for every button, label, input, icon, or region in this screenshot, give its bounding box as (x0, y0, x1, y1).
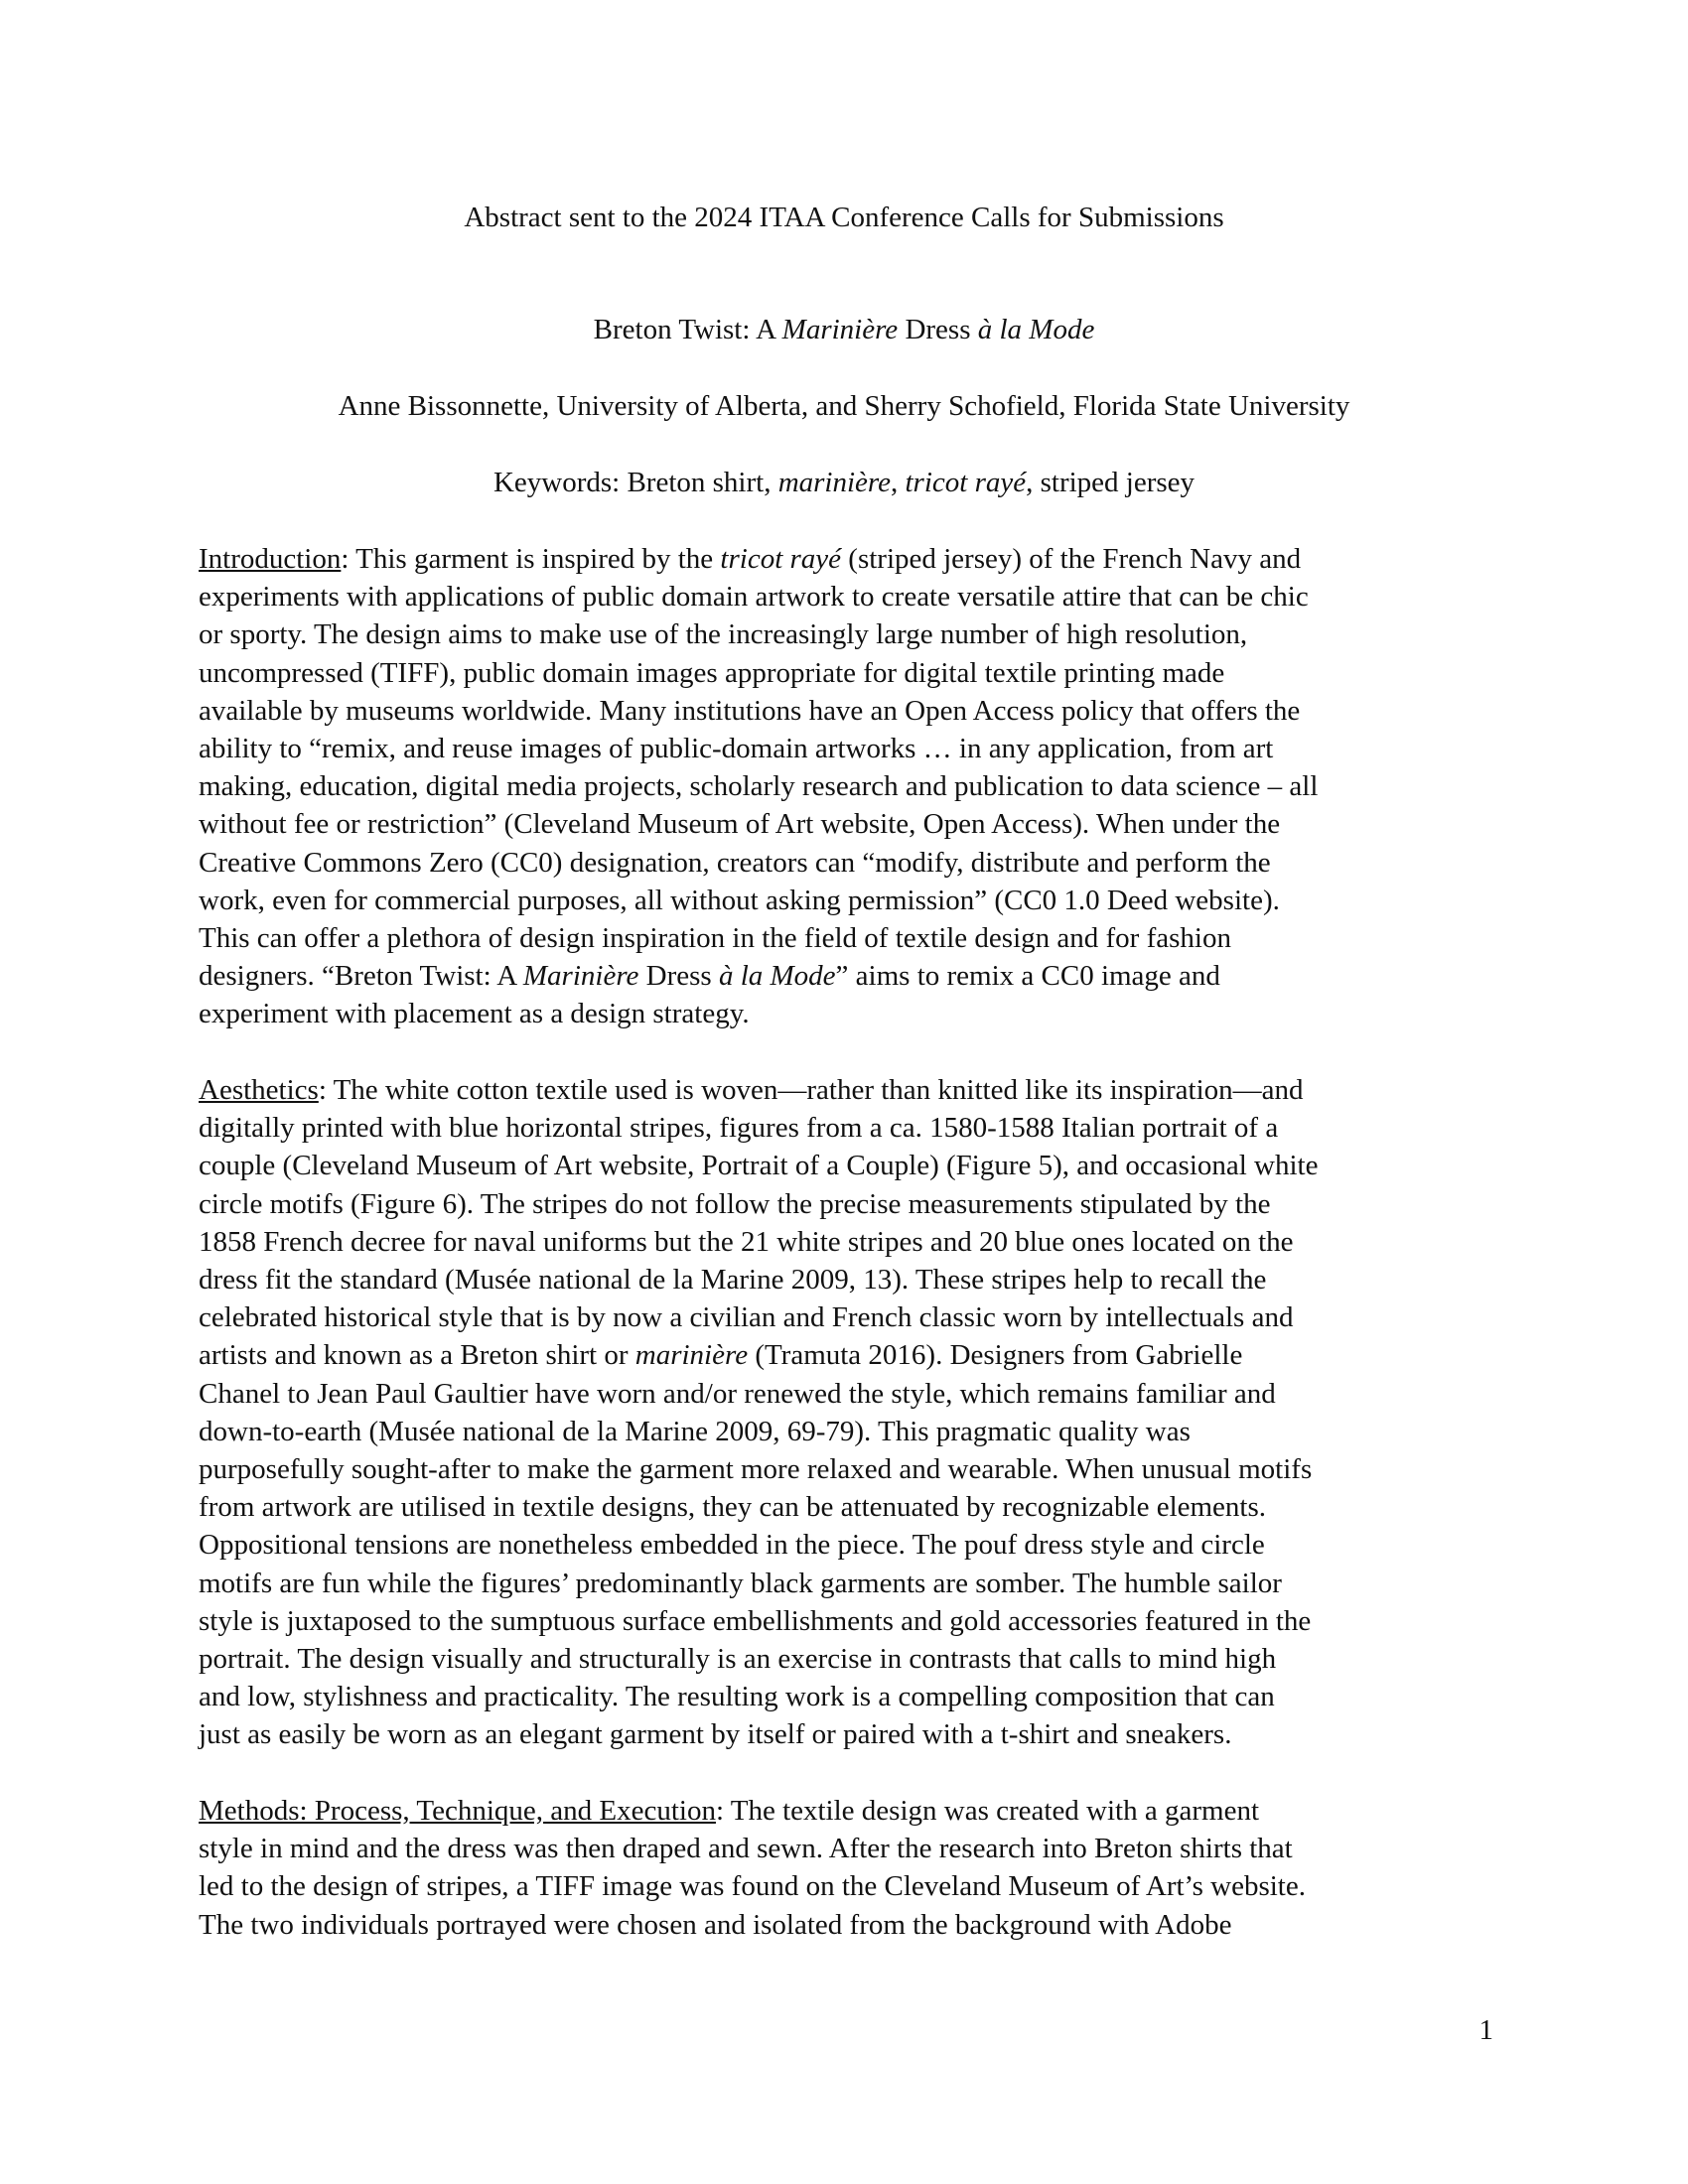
paragraph-line (199, 1336, 1489, 1374)
keywords-part: , striped jersey (1026, 467, 1196, 498)
paragraph-line: celebrated historical style that is by now a civilian and French classic worn by intellectuals and (199, 1301, 1294, 1334)
line-text: : This garment is inspired by the (341, 543, 721, 575)
line-text: ” aims to remix a CC0 image and (835, 960, 1220, 993)
abstract-note: Abstract sent to the 2024 ITAA Conference Calls for Submissions (464, 202, 1224, 233)
line-text-italic: marinière (634, 1339, 749, 1372)
line-text: (Tramuta 2016). Designers from Gabrielle (748, 1339, 1243, 1372)
paragraph-line: Oppositional tensions are nonetheless embedded in the piece. The pouf dress style and circle (199, 1529, 1265, 1562)
paragraph-line: digitally printed with blue horizontal stripes, figures from a ca. 1580-1588 Italian portrait of a (199, 1112, 1279, 1145)
keywords-part-italic: marinière (777, 467, 891, 498)
line-text-italic: à la Mode (718, 960, 836, 993)
paragraph-line: from artwork are utilised in textile designs, they can be attenuated by recognizable elements. (199, 1491, 1267, 1524)
paragraph-line: ability to “remix, and reuse images of public-domain artworks … in any application, from art (199, 733, 1274, 765)
section-heading: Introduction (199, 543, 342, 575)
paragraph-line: down-to-earth (Musée national de la Marine 2009, 69-79). This pragmatic quality was (199, 1415, 1191, 1447)
paragraph-line: This can offer a plethora of design inspiration in the field of textile design and for fashion (199, 922, 1231, 955)
paragraph-line: making, education, digital media projects, scholarly research and publication to data science – all (199, 770, 1319, 803)
paragraph-line: available by museums worldwide. Many institutions have an Open Access policy that offers the (199, 694, 1301, 727)
line-text-italic: Marinière (522, 960, 639, 993)
line-text: : The white cotton textile used is woven—rather than knitted like its inspiration—and (318, 1074, 1304, 1106)
paragraph-line: circle motifs (Figure 6). The stripes do not follow the precise measurements stipulated by the (199, 1187, 1271, 1220)
paper-title (149, 311, 1539, 348)
paragraph-line: just as easily be worn as an elegant garment by itself or paired with a t-shirt and sneakers. (199, 1718, 1232, 1751)
paragraph-line: experiment with placement as a design strategy. (199, 998, 750, 1030)
paragraph-line (199, 1792, 1489, 1830)
line-text: designers. “Breton Twist: A (199, 960, 523, 993)
paragraph-line: or sporty. The design aims to make use of the increasingly large number of high resolution, (199, 618, 1248, 651)
paragraph-line (199, 957, 1489, 995)
keywords-part: Keywords: Breton shirt, (492, 467, 778, 498)
paragraph-line: without fee or restriction” (Cleveland Museum of Art website, Open Access). When under the (199, 808, 1281, 841)
paragraph-line: portrait. The design visually and structurally is an exercise in contrasts that calls to mind high (199, 1643, 1277, 1676)
paragraph-line: work, even for commercial purposes, all without asking permission” (CC0 1.0 Deed website). (199, 884, 1280, 916)
title-part: Dress (898, 314, 978, 345)
line-text-italic: tricot rayé (720, 543, 842, 575)
title-part-italic: à la Mode (977, 314, 1095, 345)
paragraph-line: 1858 French decree for naval uniforms but the 21 white stripes and 20 blue ones located on the (199, 1225, 1294, 1258)
title-part-italic: Marinière (781, 314, 899, 345)
paragraph-line: dress fit the standard (Musée national de la Marine 2009, 13). These stripes help to recall the (199, 1264, 1267, 1297)
paragraph-line (199, 540, 1489, 578)
paragraph-line: Chanel to Jean Paul Gaultier have worn and/or renewed the style, which remains familiar and (199, 1377, 1276, 1410)
paragraph-line: experiments with applications of public domain artwork to create versatile attire that can be chic (199, 581, 1309, 614)
paragraph-line: Creative Commons Zero (CC0) designation, creators can “modify, distribute and perform the (199, 846, 1271, 879)
page-number: 1 (1478, 2014, 1493, 2046)
paragraph-line: led to the design of stripes, a TIFF image was found on the Cleveland Museum of Art’s website. (199, 1870, 1306, 1903)
keywords-part: , (891, 467, 906, 498)
paragraph-line: couple (Cleveland Museum of Art website, Portrait of a Couple) (Figure 5), and occasional white (199, 1150, 1319, 1182)
section-heading: Aesthetics (199, 1074, 319, 1106)
introduction-section (199, 540, 1489, 1033)
keywords (149, 464, 1539, 501)
paragraph-line: purposefully sought-after to make the garment more relaxed and wearable. When unusual motifs (199, 1453, 1313, 1486)
keywords-part-italic: tricot rayé (905, 467, 1027, 498)
title-part: Breton Twist: A (593, 314, 782, 345)
paragraph-line: and low, stylishness and practicality. The resulting work is a compelling composition that can (199, 1681, 1275, 1713)
paragraph-line: The two individuals portrayed were chosen and isolated from the background with Adobe (199, 1908, 1232, 1941)
section-heading: Methods: Process, Technique, and Execution (199, 1795, 716, 1827)
paragraph-line: style is juxtaposed to the sumptuous surface embellishments and gold accessories featured in the (199, 1604, 1312, 1637)
paragraph-line: uncompressed (TIFF), public domain images appropriate for digital textile printing made (199, 656, 1225, 689)
paragraph-line: style in mind and the dress was then draped and sewn. After the research into Breton shirts that (199, 1833, 1293, 1865)
aesthetics-section (199, 1071, 1489, 1754)
methods-section (199, 1792, 1489, 1944)
paragraph-line (199, 1071, 1489, 1109)
line-text: Dress (638, 960, 719, 993)
paragraph-line: motifs are fun while the figures’ predominantly black garments are somber. The humble sailor (199, 1567, 1282, 1599)
line-text: (striped jersey) of the French Navy and (841, 543, 1302, 575)
line-text: artists and known as a Breton shirt or (199, 1339, 635, 1372)
line-text: : The textile design was created with a garment (715, 1795, 1260, 1827)
authors: Anne Bissonnette, University of Alberta, and Sherry Schofield, Florida State University (338, 390, 1350, 422)
